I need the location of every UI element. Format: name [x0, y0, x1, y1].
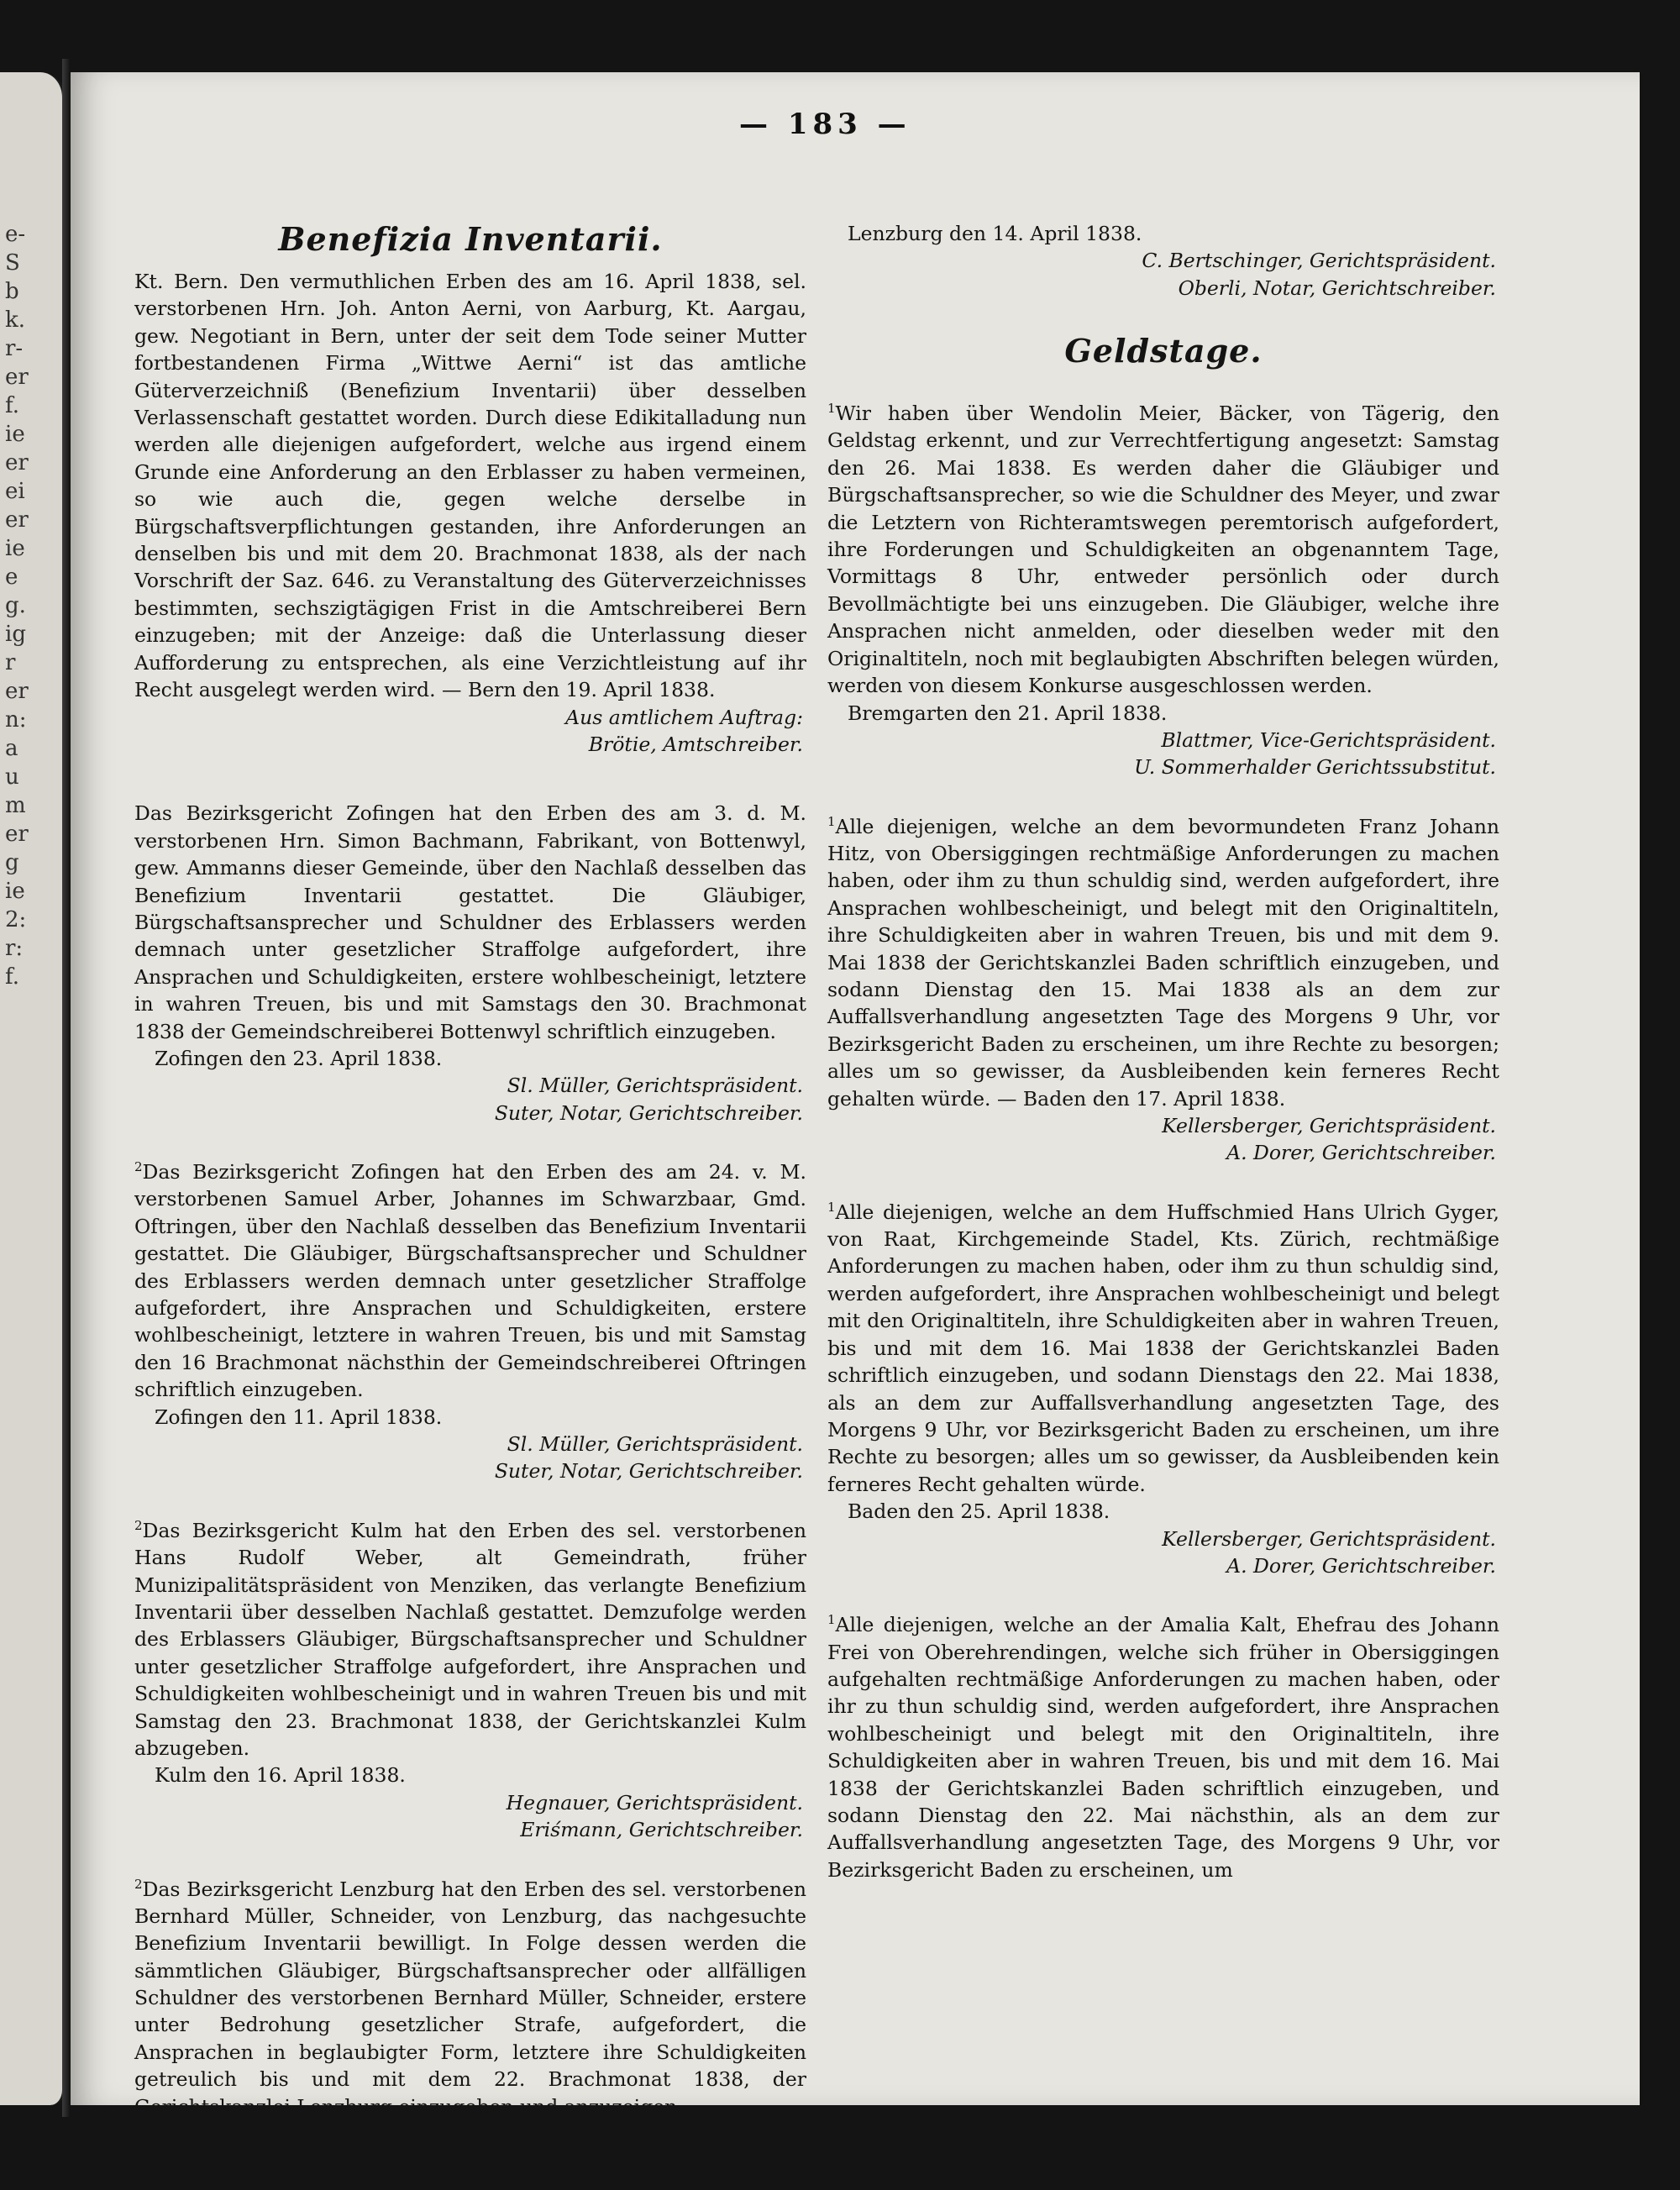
signature-line: Suter, Notar, Gerichtschreiber. [494, 1100, 803, 1125]
signature-line: Kellersberger, Gerichtspräsident. [1162, 1526, 1496, 1551]
left-page-edge-glyph: n: [5, 707, 27, 733]
note-mark: 1 [827, 401, 836, 417]
left-page-edge-glyph: r: [5, 936, 24, 961]
left-page-edge-glyph: er [5, 450, 29, 475]
place-date: Kulm den 16. April 1838. [155, 1763, 406, 1788]
notice-zofingen-arber [134, 1153, 806, 1485]
notice-text [134, 1512, 806, 1762]
notice-zofingen-bachmann [134, 800, 806, 1127]
signature-line: C. Bertschinger, Gerichtspräsident. [1142, 249, 1496, 273]
notice-baden-kalt [827, 1606, 1499, 1883]
left-page-edge-glyph: g [5, 850, 19, 875]
page-number: — 183 — [739, 108, 911, 141]
notice-text [827, 395, 1499, 699]
notice-bern [134, 268, 806, 758]
notice-body: Alle diejenigen, welche an der Amalia Kalt, Ehefrau des Johann Frei von Oberehrendingen, welche sich früher in Obersiggingen aufgehalten rechtmäßige Anforderungen zu machen haben, oder ihr zu thun schuldig sind, werden aufgefordert, ihre Ansprachen wohlbescheinigt und belegt mit den Originaltiteln, ihre Schuldigkeiten aber in wahren Treuen, bis und mit dem 16. Mai 1838 der Gerichtskanzlei Baden schriftlich einzugeben, und sodann Dienstag den 22. Mai nächsthin, als an dem zur Auffallsverhandlung angesetzten Tage, des Morgens 9 Uhr, vor Bezirksgericht Baden zu erscheinen, um [827, 1613, 1499, 1882]
left-page-edge [0, 72, 66, 2105]
note-mark: 1 [827, 813, 836, 829]
left-page-edge-glyph: g. [5, 593, 26, 618]
notice-text [134, 1153, 806, 1403]
left-page-edge-glyph: ie [5, 536, 25, 561]
left-page-edge-glyph: ei [5, 479, 25, 504]
notice-body: Alle diejenigen, welche an dem Huffschmied Hans Ulrich Gyger, von Raat, Kirchgemeinde Stadel, Kts. Zürich, rechtmäßige Anforderungen zu machen haben, oder ihm zu thun schuldig sind, werden aufgefordert, ihre Ansprachen wohlbescheinigt und belegt mit den Originaltiteln, ihre Schuldigkeiten aber in wahren Treuen, bis und mit dem 16. Mai 1838 der Gerichtskanzlei Baden schriftlich einzugeben, und sodann Dienstags den 22. Mai 1838, als an dem zur Auffallsverhandlung angesetzten Tage, des Morgens 9 Uhr, vor Bezirksgericht Baden zu erscheinen, um ihre Rechte zu besorgen; alles um so gewisser, da Ausbleibenden kein ferneres Recht gehalten würde. [827, 1200, 1499, 1496]
signature-line: Brötie, Amtschreiber. [588, 732, 803, 756]
notice-text [134, 1871, 806, 2120]
section-title-geldstage: Geldstage. [1064, 332, 1263, 370]
left-page-edge-glyph: 2: [5, 907, 27, 932]
note-mark: 1 [827, 1612, 836, 1628]
left-page-edge-glyph: e [5, 565, 18, 590]
signature-line: Sl. Müller, Gerichtspräsident. [507, 1432, 803, 1457]
signature-line: A. Dorer, Gerichtschreiber. [1226, 1553, 1496, 1578]
place-date: Zofingen den 23. April 1838. [155, 1046, 443, 1070]
place-date: Zofingen den 11. April 1838. [155, 1405, 443, 1429]
notice-body: Das Bezirksgericht Zofingen hat den Erben des am 24. v. M. verstorbenen Samuel Arber, Johannes im Schwarzbaar, Gmd. Oftringen, über den Nachlaß desselben das Benefizium Inventarii gestattet. Die Gläubiger, Bürgschaftsansprecher und Schuldner des Erblassers werden demnach unter gesetzlicher Straffolge aufgefordert, ihre Ansprachen und Schuldigkeiten, erstere wohlbescheinigt, letztere in wahren Treuen, bis und mit Samstag den 16 Brachmonat nächsthin der Gemeindschreiberei Oftringen schriftlich einzugeben. [134, 1160, 806, 1402]
left-page-edge-glyph: b [5, 279, 19, 304]
left-page-edge-glyph: ie [5, 879, 25, 904]
left-page-edge-glyph: f. [5, 393, 19, 418]
left-page-edge-glyph: m [5, 793, 26, 818]
notice-baden-hitz [827, 808, 1499, 1167]
signature-line: Eriśmann, Gerichtschreiber. [520, 1818, 803, 1842]
place-date: Bremgarten den 21. April 1838. [848, 701, 1168, 725]
left-page-edge-glyph: r- [5, 336, 24, 361]
notice-baden-gyger [827, 1194, 1499, 1580]
note-mark: 2 [134, 1517, 143, 1533]
notice-body: Alle diejenigen, welche an dem bevormundeten Franz Johann Hitz, von Obersiggingen rechtmäßige Anforderungen zu machen haben, oder ihm zu thun schuldig sind, werden aufgefordert, ihre Ansprachen wohlbescheinigt, und belegt mit den Originaltiteln, ihre Schuldigkeiten aber in wahren Treuen, bis und mit dem 9. Mai 1838 der Gerichtskanzlei Baden schriftlich einzugeben, und sodann Dienstag den 15. Mai 1838 als an dem zur Auffallsverhandlung angesetzten Tage des Morgens 9 Uhr, vor Bezirksgericht Baden zu erscheinen, um ihre Rechte zu besorgen; alles um so gewisser, da Ausbleibenden kein ferneres Recht gehalten würde. — Baden den 17. April 1838. [827, 814, 1499, 1111]
notice-text [827, 1194, 1499, 1498]
notice-text [827, 808, 1499, 1112]
left-page-edge-glyph: er [5, 365, 29, 390]
left-page-edge-glyph: u [5, 764, 19, 790]
left-page-edge-glyph: a [5, 736, 18, 761]
left-page-edge-glyph: ig [5, 622, 26, 647]
notice-body: Das Bezirksgericht Lenzburg hat den Erben des sel. verstorbenen Bernhard Müller, Schneider, von Lenzburg, das nachgesuchte Benefizium Inventarii bewilligt. In Folge dessen werden die sämmtlichen Gläubiger, Bürgschaftsansprecher oder allfälligen Schuldner des verstorbenen Bernhard Müller, Schneider, erstere unter Bedrohung gesetzlicher Strafe, aufgefordert, die Ansprachen in beglaubigter Form, letztere ihre Schuldigkeiten getreulich bis und mit dem 22. Brachmonat 1838, der Gerichtskanzlei Lenzburg einzugeben und anzuzeigen. [134, 1877, 806, 2119]
notice-body: Wir haben über Wendolin Meier, Bäcker, von Tägerig, den Geldstag erkennt, und zur Verrechtfertigung angesetzt: Samstag den 26. Mai 1838. Es werden daher die Gläubiger und Bürgschaftsansprecher, so wie die Schuldner des Meyer, und zwar die Letztern von Richteramtswegen peremtorisch aufgefordert, ihre Forderungen und Schuldigkeiten an obgenanntem Tage, Vormittags 8 Uhr, entweder persönlich oder durch Bevollmächtigte bei uns einzugeben. Die Gläubiger, welche ihre Ansprachen nicht anmelden, oder dieselben weder mit den Originaltiteln, noch mit beglaubigten Abschriften belegen würden, werden von diesem Konkurse ausgeschlossen werden. [827, 402, 1499, 698]
notice-text [827, 1606, 1499, 1883]
left-page-edge-glyph: er [5, 679, 29, 704]
signature-line: Oberli, Notar, Gerichtschreiber. [1178, 276, 1496, 300]
notice-text: Kt. Bern. Den vermuthlichen Erben des am 16. April 1838, sel. verstorbenen Hrn. Joh. Anton Aerni, von Aarburg, Kt. Aargau, gew. Negotiant in Bern, unter der seit dem Tode seiner Mutter fortbestandenen Firma „Wittwe Aerni“ ist das amtliche Güterverzeichniß (Benefizium Inventarii) über desselben Verlassenschaft gestattet worden. Durch diese Edikitalladung nun werden alle diejenigen aufgefordert, welche aus irgend einem Grunde eine Anforderung an den Erblasser zu haben vermeinen, so wie auch die, gegen welche derselbe in Bürgschaftsverpflichtungen gestanden, ihre Anforderungen an denselben bis und mit dem 20. Brachmonat 1838, als der nach Vorschrift der Saz. 646. zu Veranstaltung des Güterverzeichnisses bestimmten, sechszigtägigen Frist in die Amtschreiberei Bern einzugeben; mit der Anzeige: daß die Unterlassung dieser Aufforderung zu entsprechen, als eine Verzichtleistung auf ihr Recht ausgelegt werden wird. — Bern den 19. April 1838. [134, 270, 806, 702]
left-column [134, 220, 806, 2147]
signature-line: Suter, Notar, Gerichtschreiber. [494, 1459, 803, 1484]
signature-line: A. Dorer, Gerichtschreiber. [1226, 1141, 1496, 1165]
notice-lenzburg-mueller-start [134, 1871, 806, 2120]
signature-line: Hegnauer, Gerichtspräsident. [506, 1790, 803, 1814]
book-spine [62, 59, 71, 2117]
signature-line: U. Sommerhalder Gerichtssubstitut. [1134, 755, 1496, 780]
left-page-edge-glyph: S [5, 250, 20, 276]
left-page-edge-glyph: er [5, 822, 29, 847]
left-page-edge-glyph: k. [5, 307, 26, 333]
left-page-edge-glyph: r [5, 650, 16, 675]
right-column [827, 220, 1499, 1910]
note-mark: 1 [827, 1199, 836, 1215]
signature-line: Sl. Müller, Gerichtspräsident. [507, 1074, 803, 1098]
left-page-edge-glyph: f. [5, 964, 19, 990]
notice-kulm-weber [134, 1512, 806, 1844]
signature-line: Blattmer, Vice-Gerichtspräsident. [1161, 727, 1496, 752]
note-mark: 2 [134, 1876, 143, 1892]
notice-lenzburg-mueller-end [827, 220, 1499, 302]
signature-line: Kellersberger, Gerichtspräsident. [1162, 1114, 1496, 1138]
left-page-edge-glyph: er [5, 507, 29, 533]
place-date: Baden den 25. April 1838. [848, 1499, 1110, 1524]
left-page-edge-glyph: ie [5, 422, 25, 447]
notice-body: Das Bezirksgericht Kulm hat den Erben des sel. verstorbenen Hans Rudolf Weber, alt Gemeindrath, früher Munizipalitätspräsident von Menziken, das verlangte Benefizium Inventarii über desselben Nachlaß gestattet. Demzufolge werden des Erblassers Gläubiger, Bürgschaftsansprecher und Schuldner unter gesetzlicher Straffolge aufgefordert, ihre Ansprachen und Schuldigkeiten wohlbescheinigt und in wahren Treuen bis und mit Samstag den 23. Brachmonat 1838, der Gerichtskanzlei Kulm abzugeben. [134, 1518, 806, 1760]
left-page-edge-glyph: e- [5, 222, 26, 247]
notice-text: Das Bezirksgericht Zofingen hat den Erben des am 3. d. M. verstorbenen Hrn. Simon Bachmann, Fabrikant, von Bottenwyl, gew. Ammanns dieser Gemeinde, über den Nachlaß desselben das Benefizium Inventarii gestattet. Die Gläubiger, Bürgschaftsansprecher und Schuldner des Erblassers werden demnach unter gesetzlicher Straffolge aufgefordert, ihre Ansprachen und Schuldigkeiten, erstere wohlbescheinigt, letztere in wahren Treuen, bis und mit Samstags den 30. Brachmonat 1838 der Gemeindschreiberei Bottenwyl schriftlich einzugeben. [134, 801, 806, 1043]
signature-line: Aus amtlichem Auftrag: [565, 705, 803, 729]
notice-bremgarten-meier [827, 395, 1499, 781]
section-title-benefizia: Benefizia Inventarii. [278, 220, 663, 258]
place-date: Lenzburg den 14. April 1838. [848, 222, 1142, 245]
note-mark: 2 [134, 1159, 143, 1175]
